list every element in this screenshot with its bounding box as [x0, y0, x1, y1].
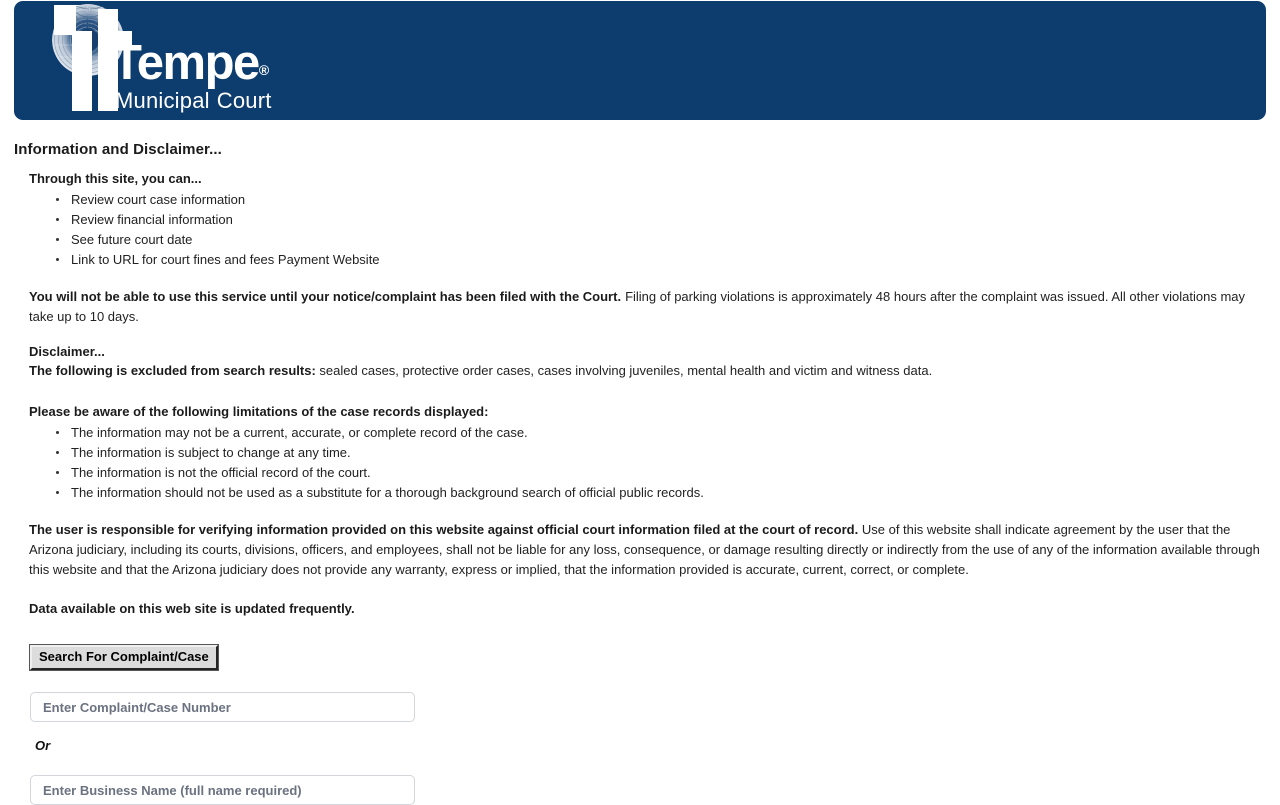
brand-name: Tempe® — [112, 36, 270, 90]
main-content — [0, 120, 1280, 805]
responsibility-bold-lead: The user is responsible for verifying information provided on this website against official court information filed at the court of record. — [29, 522, 859, 537]
notice-rest: Filing of parking violations is approximately 48 hours after the complaint was issued. All other violations may take up to 10 days. — [29, 289, 1246, 324]
excluded-bold: The following is excluded from search results: — [29, 363, 316, 378]
list-item: The information should not be used as a substitute for a thorough background search of official public records. — [56, 483, 1266, 503]
disclaimer-heading: Disclaimer... — [29, 344, 105, 359]
list-item: The information is subject to change at any time. — [56, 443, 1266, 463]
list-item: Review court case information — [56, 190, 1266, 210]
limitations-list — [29, 423, 1266, 503]
responsibility-paragraph — [29, 520, 1266, 580]
case-number-input[interactable] — [30, 692, 415, 722]
limitations-heading: Please be aware of the following limitations of the case records displayed: — [29, 404, 489, 419]
through-site-heading: Through this site, you can... — [29, 171, 202, 186]
registered-mark-icon: ® — [258, 62, 270, 78]
notice-bold-lead: You will not be able to use this service until your notice/complaint has been filed with the Court. — [29, 289, 622, 304]
site-banner — [14, 1, 1266, 120]
notice-paragraph — [29, 287, 1266, 327]
through-site-list — [29, 190, 1266, 270]
excluded-paragraph — [29, 361, 1266, 381]
excluded-rest: sealed cases, protective order cases, cases involving juveniles, mental health and victim and witness data. — [319, 363, 933, 378]
list-item: Review financial information — [56, 210, 1266, 230]
list-item: The information is not the official record of the court. — [56, 463, 1266, 483]
update-note: Data available on this web site is updated frequently. — [29, 601, 355, 616]
business-name-input[interactable] — [30, 775, 415, 805]
responsibility-rest: Use of this website shall indicate agreement by the user that the Arizona judiciary, including its courts, divisions, officers, and employees, shall not be liable for any loss, consequence, or damage resulting directly or indirectly from the use of any of the information available through this website and that the Arizona judiciary does not provide any warranty, express or implied, that the information provided is accurate, current, correct, or complete. — [29, 522, 1260, 577]
search-form — [0, 645, 1280, 805]
or-separator-label: Or — [35, 738, 51, 753]
page-title: Information and Disclaimer... — [14, 141, 222, 158]
list-item: Link to URL for court fines and fees Payment Website — [56, 250, 1266, 270]
list-item: The information may not be a current, accurate, or complete record of the case. — [56, 423, 1266, 443]
disclaimer-body — [0, 171, 1280, 616]
brand-subtitle: Municipal Court — [115, 88, 272, 113]
search-for-complaint-case-button[interactable]: Search For Complaint/Case — [30, 645, 218, 670]
list-item: See future court date — [56, 230, 1266, 250]
